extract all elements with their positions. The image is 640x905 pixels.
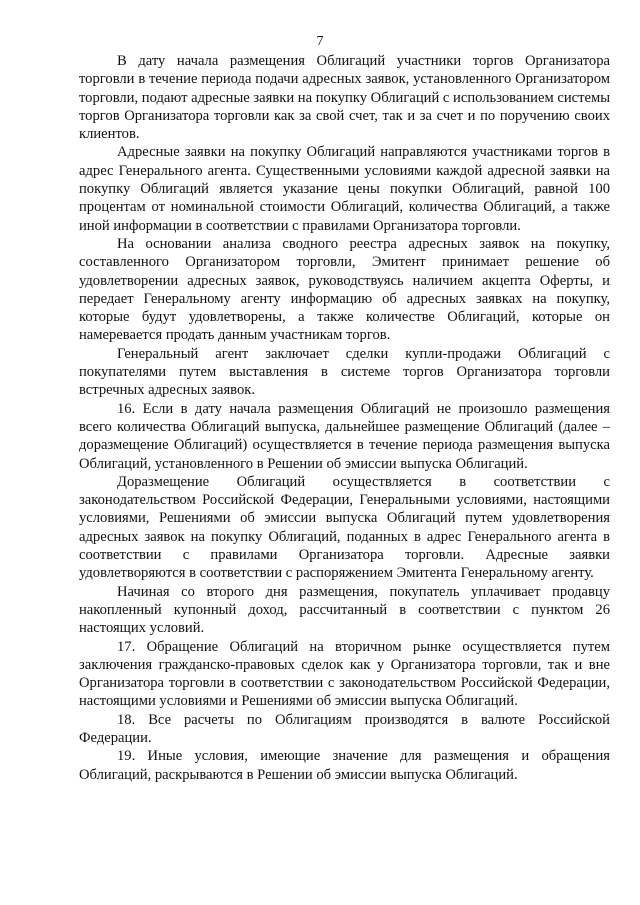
paragraph-issuer-decision: На основании анализа сводного реестра адресных заявок на покупку, составленного Организатором торговли, Эмитент принимает решение об удовлетворении адресных заявок, руководствуясь наличием акцепта Оферты, и передает Генеральному агенту информацию об адресных заявках на покупку, которые будут удовлетворены, а также количестве Облигаций, которые он намеревается продать данным участникам торгов. [79, 235, 610, 344]
paragraph-general-agent-deals: Генеральный агент заключает сделки купли-продажи Облигаций с покупателями путем выставления в системе торгов Организатора торговли встречных адресных заявок. [79, 345, 610, 399]
paragraph-item-16: 16. Если в дату начала размещения Облигаций не произошло размещения всего количества Облигаций выпуска, дальнейшее размещение Облигаций (далее – доразмещение Облигаций) осуществляется в течение периода размещения выпуска Облигаций, установленного в Решении об эмиссии выпуска Облигаций. [79, 400, 610, 472]
paragraph-item-19: 19. Иные условия, имеющие значение для размещения и обращения Облигаций, раскрываются в Решении об эмиссии выпуска Облигаций. [79, 748, 610, 783]
paragraph-address-orders: Адресные заявки на покупку Облигаций направляются участниками торгов в адрес Генерального агента. Существенными условиями каждой адресной заявки на покупку Облигаций является указание цены покупки Облигаций, равной 100 процентам от номинальной стоимости Облигаций, количества Облигаций, а также иной информации в соответствии с правилами Организатора торговли. [79, 144, 610, 234]
paragraph-item-17: 17. Обращение Облигаций на вторичном рынке осуществляется путем заключения гражданско-правовых сделок как у Организатора торговли, так и вне Организатора торговли в соответствии с законодательством Российской Федерации, настоящими условиями и Решениями об эмиссии выпуска Облигаций. [79, 638, 610, 710]
paragraph-item-18: 18. Все расчеты по Облигациям производятся в валюте Российской Федерации. [79, 711, 610, 746]
document-body [79, 52, 610, 784]
paragraph-coupon-income: Начиная со второго дня размещения, покупатель уплачивает продавцу накопленный купонный доход, рассчитанный в соответствии с пунктом 26 настоящих условий. [79, 583, 610, 637]
page-number: 7 [316, 34, 324, 49]
paragraph-additional-placement: Доразмещение Облигаций осуществляется в соответствии с законодательством Российской Федерации, Генеральными условиями, настоящими условиями, Решениями об эмиссии выпуска Облигаций путем удовлетворения адресных заявок на покупку Облигаций, поданных в адрес Генерального агента в соответствии с правилами Организатора торговли. Адресные заявки удовлетворяются в соответствии с распоряжением Эмитента Генеральному агенту. [79, 473, 610, 582]
paragraph-placement-start: В дату начала размещения Облигаций участники торгов Организатора торговли в течение периода подачи адресных заявок, установленного Организатором торговли, подают адресные заявки на покупку Облигаций с использованием системы торгов Организатора торговли как за свой счет, так и за счет и по поручению своих клиентов. [79, 53, 610, 143]
